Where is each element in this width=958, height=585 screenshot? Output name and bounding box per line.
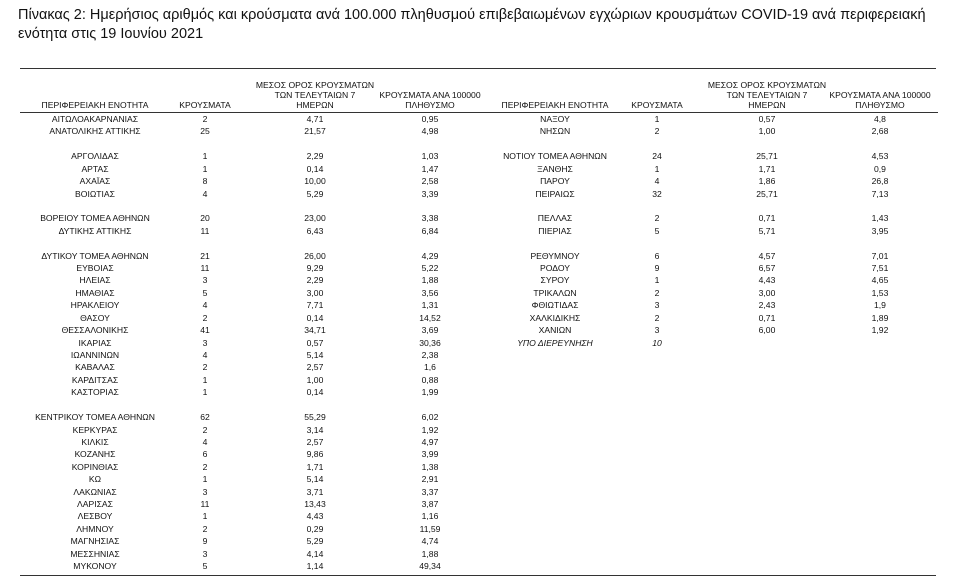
cell-cases: 5 [202, 287, 208, 298]
cell-region: ΡΟΔΟΥ [540, 263, 570, 274]
cell-avg: 0,57 [758, 114, 776, 124]
cell-avg: 0,14 [306, 387, 324, 398]
cell-cases: 1 [202, 387, 208, 398]
cell-per100k: 4,74 [421, 536, 439, 547]
cell-region: ΞΑΝΘΗΣ [537, 163, 573, 174]
cell-cases: 3 [202, 275, 208, 286]
cell-cases: 5 [654, 225, 660, 236]
cell-region: ΡΕΘΥΜΝΟΥ [530, 250, 580, 261]
cell-cases: 1 [202, 163, 208, 174]
cell-per100k: 1,9 [874, 300, 886, 311]
cell-per100k: 3,38 [421, 213, 439, 224]
left-header-per100k-2: ΠΛΗΘΥΣΜΟ [405, 100, 455, 110]
cell-region: ΛΕΣΒΟΥ [77, 511, 113, 522]
cell-per100k: 30,36 [419, 337, 441, 348]
cell-cases: 20 [200, 213, 210, 224]
cell-avg: 25,71 [756, 151, 778, 162]
cell-per100k: 1,99 [421, 387, 439, 398]
cell-avg: 5,29 [306, 188, 324, 199]
cell-region: ΛΑΡΙΣΑΣ [77, 499, 113, 510]
cell-cases: 1 [202, 474, 208, 485]
cell-avg: 5,14 [306, 349, 324, 360]
cell-per100k: 3,95 [871, 225, 889, 236]
cell-cases: 24 [652, 151, 662, 162]
cell-cases: 2 [202, 424, 208, 435]
cell-region: ΚΑΡΔΙΤΣΑΣ [71, 374, 119, 385]
cell-avg: 9,29 [306, 263, 324, 274]
cell-avg: 6,57 [758, 263, 776, 274]
cell-region: ΚΟΖΑΝΗΣ [74, 449, 116, 460]
right-header-per100k-2: ΠΛΗΘΥΣΜΟ [855, 100, 905, 110]
cell-cases: 11 [200, 225, 210, 236]
cell-avg: 0,57 [306, 337, 324, 348]
cell-per100k: 3,37 [421, 486, 439, 497]
cell-cases: 1 [654, 163, 660, 174]
cell-avg: 5,14 [306, 474, 324, 485]
cell-cases: 4 [202, 188, 208, 199]
cell-cases: 4 [202, 436, 208, 447]
cell-avg: 0,14 [306, 312, 324, 323]
cell-cases: 8 [202, 176, 208, 187]
cell-avg: 13,43 [304, 499, 326, 510]
cell-per100k: 4,8 [874, 114, 886, 124]
cell-per100k: 4,98 [421, 126, 439, 137]
cell-per100k: 3,69 [421, 325, 439, 336]
right-header-region: ΠΕΡΙΦΕΡΕΙΑΚΗ ΕΝΟΤΗΤΑ [501, 100, 609, 110]
cell-avg: 34,71 [304, 325, 326, 336]
cell-cases: 3 [202, 548, 208, 559]
cell-cases: 2 [654, 126, 660, 137]
cell-avg: 6,43 [306, 225, 324, 236]
cell-per100k: 26,8 [871, 176, 889, 187]
cell-cases: 6 [654, 250, 660, 261]
cell-cases: 2 [202, 461, 208, 472]
cell-avg: 3,14 [306, 424, 324, 435]
cell-per100k: 1,03 [421, 151, 439, 162]
cell-region: ΔΥΤΙΚΟΥ ΤΟΜΕΑ ΑΘΗΝΩΝ [41, 250, 149, 261]
cell-cases: 10 [652, 337, 662, 348]
cell-region: ΦΘΙΩΤΙΔΑΣ [531, 300, 579, 311]
cell-cases: 6 [202, 449, 208, 460]
cell-cases: 3 [654, 300, 660, 311]
cell-avg: 0,71 [758, 213, 776, 224]
cell-cases: 21 [200, 250, 210, 261]
cell-avg: 10,00 [304, 176, 326, 187]
cell-cases: 1 [202, 151, 208, 162]
cell-region: ΒΟΡΕΙΟΥ ΤΟΜΕΑ ΑΘΗΝΩΝ [40, 213, 150, 224]
cell-avg: 1,14 [306, 561, 324, 572]
cell-region: ΚΑΣΤΟΡΙΑΣ [71, 387, 119, 398]
cell-per100k: 1,43 [871, 213, 889, 224]
cell-per100k: 3,87 [421, 499, 439, 510]
cell-cases: 3 [202, 337, 208, 348]
cell-avg: 23,00 [304, 213, 326, 224]
cell-region: ΙΩΑΝΝΙΝΩΝ [70, 349, 120, 360]
right-header-avg-1: ΜΕΣΟΣ ΟΡΟΣ ΚΡΟΥΣΜΑΤΩΝ [707, 80, 827, 90]
cell-avg: 3,00 [306, 287, 324, 298]
cell-avg: 5,29 [306, 536, 324, 547]
cell-per100k: 2,91 [421, 474, 439, 485]
cell-avg: 0,71 [758, 312, 776, 323]
cell-avg: 7,71 [306, 300, 324, 311]
cell-avg: 4,14 [306, 548, 324, 559]
cell-region: ΠΕΙΡΑΙΩΣ [535, 188, 575, 199]
cell-cases: 4 [202, 349, 208, 360]
left-header-avg-1: ΜΕΣΟΣ ΟΡΟΣ ΚΡΟΥΣΜΑΤΩΝ [255, 80, 375, 90]
cell-avg: 2,57 [306, 436, 324, 447]
cell-region: ΚΙΛΚΙΣ [81, 436, 109, 447]
cell-per100k: 6,84 [421, 225, 439, 236]
cell-region: ΥΠΟ ΔΙΕΡΕΥΝΗΣΗ [517, 337, 593, 348]
cell-region: ΑΙΤΩΛΟΑΚΑΡΝΑΝΙΑΣ [51, 114, 139, 124]
cell-cases: 62 [200, 412, 210, 423]
cell-cases: 4 [202, 300, 208, 311]
cell-region: ΛΗΜΝΟΥ [76, 523, 114, 534]
cell-per100k: 2,38 [421, 349, 439, 360]
cell-region: ΑΡΓΟΛΙΔΑΣ [71, 151, 119, 162]
cell-region: ΙΚΑΡΙΑΣ [78, 337, 112, 348]
cell-region: ΑΡΤΑΣ [81, 163, 109, 174]
cell-region: ΒΟΙΩΤΙΑΣ [75, 188, 115, 199]
cell-region: ΝΗΣΩΝ [539, 126, 571, 137]
cell-avg: 2,57 [306, 362, 324, 373]
cell-region: ΚΩ [88, 474, 102, 485]
cell-region: ΘΑΣΟΥ [80, 312, 110, 323]
cell-cases: 1 [654, 275, 660, 286]
cell-avg: 1,71 [758, 163, 776, 174]
right-header-per100k-1: ΚΡΟΥΣΜΑΤΑ ΑΝΑ 100000 [829, 90, 931, 100]
left-header-avg-2: ΤΩΝ ΤΕΛΕΥΤΑΙΩΝ 7 [274, 90, 356, 100]
cell-per100k: 4,65 [871, 275, 889, 286]
left-header-cases: ΚΡΟΥΣΜΑΤΑ [179, 100, 231, 110]
cell-avg: 3,00 [758, 287, 776, 298]
cell-per100k: 1,16 [421, 511, 439, 522]
cell-region: ΜΑΓΝΗΣΙΑΣ [70, 536, 120, 547]
cell-per100k: 2,58 [421, 176, 439, 187]
cell-cases: 2 [202, 523, 208, 534]
cell-per100k: 5,22 [421, 263, 439, 274]
cell-cases: 3 [654, 325, 660, 336]
cell-avg: 2,43 [758, 300, 776, 311]
cell-per100k: 6,02 [421, 412, 439, 423]
cell-avg: 1,71 [306, 461, 324, 472]
cell-per100k: 0,88 [421, 374, 439, 385]
cell-avg: 21,57 [304, 126, 326, 137]
left-header-region: ΠΕΡΙΦΕΡΕΙΑΚΗ ΕΝΟΤΗΤΑ [41, 100, 149, 110]
cell-region: ΚΕΡΚΥΡΑΣ [72, 424, 118, 435]
cell-per100k: 1,38 [421, 461, 439, 472]
cell-per100k: 3,99 [421, 449, 439, 460]
cell-region: ΝΑΞΟΥ [540, 114, 570, 124]
cell-region: ΗΜΑΘΙΑΣ [75, 287, 115, 298]
cell-avg: 3,71 [306, 486, 324, 497]
table-top-rule [20, 68, 936, 69]
cell-avg: 55,29 [304, 412, 326, 423]
table-caption: Πίνακας 2: Ημερήσιος αριθμός και κρούσματα ανά 100.000 πληθυσμού επιβεβαιωμένων εγχώριων κρουσμάτων COVID-19 ανά περιφερειακή ενότητα στις 19 Ιουνίου 2021 [18, 7, 926, 42]
cell-cases: 11 [200, 499, 210, 510]
cell-region: ΘΕΣΣΑΛΟΝΙΚΗΣ [61, 325, 129, 336]
cell-region: ΚΟΡΙΝΘΙΑΣ [71, 461, 119, 472]
cell-cases: 1 [654, 114, 660, 124]
cell-avg: 0,29 [306, 523, 324, 534]
cell-region: ΕΥΒΟΙΑΣ [76, 263, 114, 274]
cell-region: ΤΡΙΚΑΛΩΝ [533, 287, 577, 298]
cell-region: ΑΝΑΤΟΛΙΚΗΣ ΑΤΤΙΚΗΣ [49, 126, 141, 137]
cell-per100k: 2,68 [871, 126, 889, 137]
cell-cases: 5 [202, 561, 208, 572]
cell-avg: 1,86 [758, 176, 776, 187]
cell-cases: 1 [202, 374, 208, 385]
cell-per100k: 1,92 [421, 424, 439, 435]
cell-per100k: 1,31 [421, 300, 439, 311]
cell-avg: 25,71 [756, 188, 778, 199]
cell-per100k: 1,6 [424, 362, 436, 373]
cell-per100k: 4,53 [871, 151, 889, 162]
cell-cases: 2 [202, 114, 208, 124]
right-header-avg-2: ΤΩΝ ΤΕΛΕΥΤΑΙΩΝ 7 [726, 90, 808, 100]
cell-cases: 2 [654, 287, 660, 298]
cell-region: ΠΕΛΛΑΣ [537, 213, 573, 224]
cell-cases: 32 [652, 188, 662, 199]
cell-region: ΠΑΡΟΥ [540, 176, 570, 187]
cell-avg: 2,29 [306, 151, 324, 162]
cell-per100k: 11,59 [419, 523, 441, 534]
cell-avg: 4,43 [306, 511, 324, 522]
cell-avg: 1,00 [306, 374, 324, 385]
cell-cases: 3 [202, 486, 208, 497]
cell-per100k: 1,88 [421, 548, 439, 559]
table-bottom-rule [20, 575, 936, 576]
cell-cases: 9 [202, 536, 208, 547]
left-header-per100k-1: ΚΡΟΥΣΜΑΤΑ ΑΝΑ 100000 [379, 90, 481, 100]
cell-avg: 26,00 [304, 250, 326, 261]
cell-avg: 4,57 [758, 250, 776, 261]
cell-avg: 4,43 [758, 275, 776, 286]
cell-avg: 4,71 [306, 114, 324, 124]
cell-avg: 0,14 [306, 163, 324, 174]
cell-region: ΑΧΑΪΑΣ [79, 176, 111, 187]
cell-per100k: 14,52 [419, 312, 441, 323]
cell-region: ΗΡΑΚΛΕΙΟΥ [70, 300, 120, 311]
cell-per100k: 4,97 [421, 436, 439, 447]
cell-avg: 1,00 [758, 126, 776, 137]
cell-per100k: 4,29 [421, 250, 439, 261]
left-header-avg-3: ΗΜΕΡΩΝ [296, 100, 334, 110]
cell-cases: 25 [200, 126, 210, 137]
cell-per100k: 3,39 [421, 188, 439, 199]
cell-region: ΜΥΚΟΝΟΥ [73, 561, 117, 572]
cell-avg: 2,29 [306, 275, 324, 286]
cell-region: ΣΥΡΟΥ [540, 275, 570, 286]
cell-cases: 1 [202, 511, 208, 522]
cell-region: ΗΛΕΙΑΣ [79, 275, 111, 286]
cell-region: ΛΑΚΩΝΙΑΣ [73, 486, 117, 497]
right-header-avg-3: ΗΜΕΡΩΝ [748, 100, 786, 110]
cell-avg: 6,00 [758, 325, 776, 336]
cell-per100k: 0,9 [874, 163, 886, 174]
cell-per100k: 1,89 [871, 312, 889, 323]
cell-cases: 4 [654, 176, 660, 187]
cell-per100k: 1,53 [871, 287, 889, 298]
cell-avg: 5,71 [758, 225, 776, 236]
cell-per100k: 0,95 [421, 114, 439, 124]
cell-region: ΝΟΤΙΟΥ ΤΟΜΕΑ ΑΘΗΝΩΝ [503, 151, 607, 162]
cell-cases: 2 [202, 312, 208, 323]
cell-cases: 2 [202, 362, 208, 373]
cell-cases: 41 [200, 325, 210, 336]
cell-per100k: 7,51 [871, 263, 889, 274]
cell-per100k: 1,47 [421, 163, 439, 174]
cell-region: ΧΑΛΚΙΔΙΚΗΣ [529, 312, 581, 323]
cell-per100k: 1,92 [871, 325, 889, 336]
cell-per100k: 7,01 [871, 250, 889, 261]
cell-cases: 2 [654, 213, 660, 224]
cell-region: ΧΑΝΙΩΝ [538, 325, 572, 336]
cell-region: ΠΙΕΡΙΑΣ [538, 225, 572, 236]
right-header-cases: ΚΡΟΥΣΜΑΤΑ [631, 100, 683, 110]
cell-cases: 9 [654, 263, 660, 274]
cell-region: ΜΕΣΣΗΝΙΑΣ [70, 548, 120, 559]
cell-cases: 11 [200, 263, 210, 274]
cell-region: ΔΥΤΙΚΗΣ ΑΤΤΙΚΗΣ [58, 225, 132, 236]
cell-per100k: 1,88 [421, 275, 439, 286]
cell-cases: 2 [654, 312, 660, 323]
cell-per100k: 3,56 [421, 287, 439, 298]
cell-per100k: 7,13 [871, 188, 889, 199]
cell-region: ΚΕΝΤΡΙΚΟΥ ΤΟΜΕΑ ΑΘΗΝΩΝ [35, 412, 155, 423]
cell-per100k: 49,34 [419, 561, 441, 572]
cell-avg: 9,86 [306, 449, 324, 460]
cell-region: ΚΑΒΑΛΑΣ [75, 362, 115, 373]
